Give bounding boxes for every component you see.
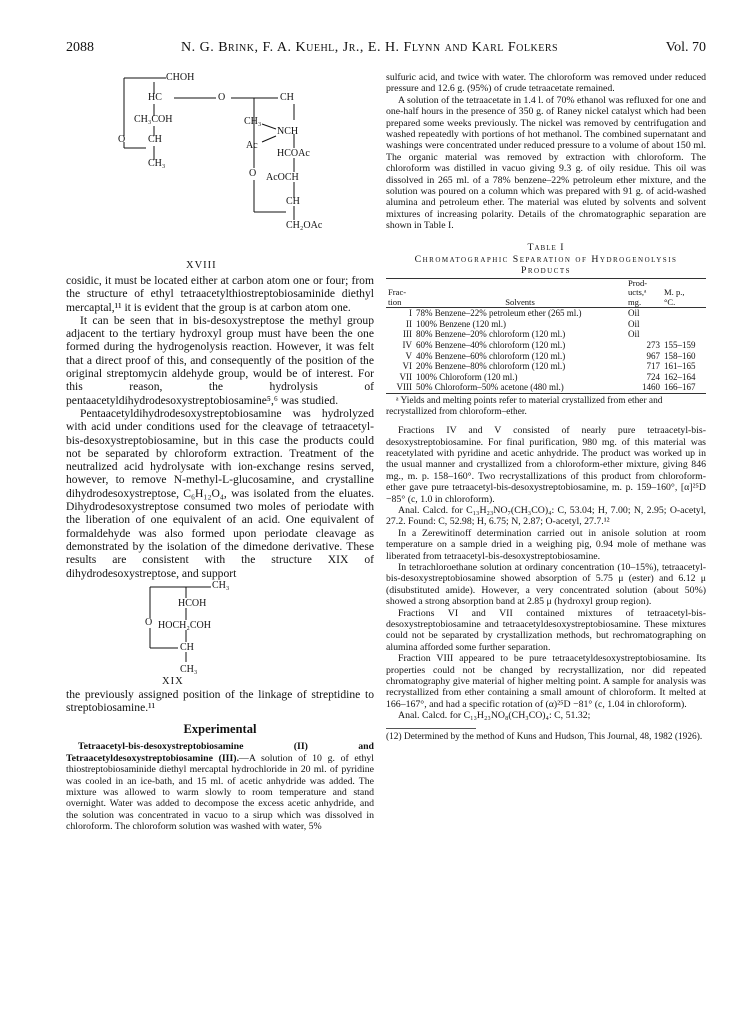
cell-fraction: VIII xyxy=(396,382,412,393)
right-para-6: In tetrachloroethane solution at ordinary concentration (10–15%), tetraacetyl-bis-desoxystreptobiosamine showed absorption of 5.75 μ (ester) and 6.12 μ (disubstituted amide). However, a very concentrated solution (about 50%) showed a strong absorption band at 2.85 μ (hydroxyl group region). xyxy=(386,562,706,608)
table-label: Table I xyxy=(527,241,565,253)
xix-hcoh: HCOH xyxy=(178,597,207,609)
table-row xyxy=(386,329,706,340)
cell-products: 724 xyxy=(646,371,660,382)
table-row xyxy=(386,340,706,351)
cell-products: Oil xyxy=(628,308,640,319)
cell-fraction: I xyxy=(409,308,412,319)
atom-ch3ccoh: CH₃COH xyxy=(134,114,173,125)
footnote-rule xyxy=(386,728,476,729)
cell-products: Oil xyxy=(628,329,640,340)
cell-solvent: 78% Benzene–22% petroleum ether (265 ml.) xyxy=(416,308,582,319)
cell-mp: 155–159 xyxy=(664,339,696,350)
col-products: Prod- ucts,ᵃ mg. xyxy=(628,277,648,307)
atom-ac: Ac xyxy=(246,140,258,151)
structure-xix xyxy=(66,580,374,688)
col-solvents: Solvents xyxy=(505,296,535,307)
page-header xyxy=(66,40,706,58)
cell-solvent: 50% Chloroform–50% acetone (480 ml.) xyxy=(416,382,564,393)
atom-hcoac: HCOAc xyxy=(277,148,310,159)
cell-fraction: IV xyxy=(402,339,412,350)
cell-fraction: VI xyxy=(402,361,412,372)
xix-o: O xyxy=(145,616,153,628)
cell-mp xyxy=(662,308,706,319)
right-para-8: Fraction VIII appeared to be pure tetraacetyldesoxystreptobiosamine. Its properties could not be changed by recrystallization, nor did repeated chromatography give material of higher melting point. A sample for analysis was recrystallized from ether containing a small amount of chloroform. It melted at 166–167°, and had a specific rotation of (α)²⁵D −81° (c, 1.04 in chloroform). xyxy=(386,653,706,710)
cell-products: 1460 xyxy=(642,382,660,393)
table-header-row xyxy=(386,278,706,308)
right-para-3: Fractions IV and V consisted of nearly pure tetraacetyl-bis-desoxystreptobiosamine. For final purification, 980 mg. of this material was reacetylated with pyridine and acetic anhydride. The product was worked up in the usual manner and crystallized from a chloroform-ether mixture, giving 846 mg., m. p. 158–160°. Two recrystallizations of this product from chloroform-ether gave pure tetraacetyl-bis-desoxystreptobiosamine, m. p. 159–160°, [α]²⁵D −85° (c, 1.0 in chloroform). xyxy=(386,425,706,505)
experimental-para xyxy=(66,741,374,832)
cell-solvent: 100% Benzene (120 ml.) xyxy=(416,318,506,329)
table-row xyxy=(386,372,706,383)
right-para-1: sulfuric acid, and twice with water. The chloroform was removed under reduced pressure and 12.6 g. (95%) of crude tetraacetate remained. xyxy=(386,72,706,95)
atom-o-mid: O xyxy=(249,168,257,179)
table-row xyxy=(386,319,706,330)
cell-products: Oil xyxy=(628,318,640,329)
cell-solvent: 80% Benzene–20% chloroform (120 ml.) xyxy=(416,329,566,340)
xix-ch: CH xyxy=(180,641,194,653)
cell-products: 967 xyxy=(646,350,660,361)
right-para-2: A solution of the tetraacetate in 1.4 l. of 70% ethanol was refluxed for one and one-half hours in the presence of 350 g. of Raney nickel catalyst which had been prepared some weeks previously. The nickel was removed by centrifugation and washed repeatedly with portions of hot methanol. The combined supernatant and washings were concentrated under reduced pressure to a volume of about 150 ml. The organic material was removed by extraction with chloroform. The chloroform was distilled in vacuo giving 9.3 g. of oily residue. This oil was dissolved in 265 ml. of a 78% benzene–22% petroleum ether mixture, and the solution was poured on a column which was prepared with 91 g. of acid-washed alumina and petroleum ether. The material was eluted by solvents and solvent mixtures of increasing polarity. Details of the chromatographic separation are shown in Table I. xyxy=(386,94,706,232)
cell-mp xyxy=(662,329,706,340)
left-para-2: It can be seen that in bis-desoxystreptose the methyl group adjacent to the tertiary hydroxyl group must have been the one formed during the hydrogenolysis reaction. However, it was felt that a direct proof of this, and consequently of the position of the original streptomycin aldehyde group, would be of interest. For this reason, the hydrolysis of pentaacetyldihydrodesoxystreptobiosamine⁵,⁶ was studied. xyxy=(66,313,374,407)
table-title: Chromatographic Separation of Hydrogenolysis xyxy=(414,253,678,265)
atom-ch2oac: CH₂OAc xyxy=(286,220,323,231)
right-column xyxy=(386,72,706,742)
left-para-4: the previously assigned position of the linkage of streptidine to streptobiosamine.¹¹ xyxy=(66,687,374,715)
atom-ch3n: CH₃ xyxy=(244,116,262,127)
atom-chohv: CHOH xyxy=(166,72,195,83)
table-row xyxy=(386,308,706,319)
left-para-1: cosidic, it must be located either at carbon atom one or four; from the structure of ethyl tetraacetylthiostreptobiosaminide diethyl mercaptal,¹¹ it is evident that the group is at carbon atom one. xyxy=(66,274,374,314)
right-para-7: Fractions VI and VII contained mixtures of tetraacetyl-bis-desoxystreptobiosamine and tetraacetyldesoxystreptobiosamine. These mixtures could not be separated by crystallization methods, but rechromatographing on alumina afforded some further separation. xyxy=(386,607,706,653)
chromatography-table xyxy=(386,278,706,394)
cell-mp: 166–167 xyxy=(664,382,696,393)
cell-products: 273 xyxy=(646,339,660,350)
atom-hc: HC xyxy=(148,92,162,103)
volume-label: Vol. 70 xyxy=(665,40,706,55)
cell-mp xyxy=(662,319,706,330)
cell-solvent: 20% Benzene–80% chloroform (120 ml.) xyxy=(416,361,566,372)
table-title-2: Products xyxy=(520,264,572,276)
cell-fraction: VII xyxy=(399,371,412,382)
structure-label-xviii: XVIII xyxy=(186,260,217,271)
xix-ch3-top: CH₃ xyxy=(212,579,230,591)
atom-acoch: AcOCH xyxy=(266,172,299,183)
table-row xyxy=(386,351,706,362)
footnote-12: (12) Determined by the method of Kuns and Hudson, This Journal, 48, 1982 (1926). xyxy=(386,731,703,742)
table-row xyxy=(386,382,706,393)
atom-o-bridge: O xyxy=(218,92,226,103)
atom-ch-left: CH xyxy=(148,134,162,145)
atom-ch-lower: CH xyxy=(286,196,300,207)
right-para-4: Anal. Calcd. for C₁₃H₂₃NO₇(CH₃CO)₄: C, 53.04; H, 7.00; N, 2.95; O-acetyl, 27.2. Found: C, 52.98; H, 6.75; N, 2.87; O-acetyl, 27.7.¹² xyxy=(386,504,706,528)
cell-products: 717 xyxy=(646,361,660,372)
cell-solvent: 60% Benzene–40% chloroform (120 ml.) xyxy=(416,339,566,350)
running-authors: N. G. Brink, F. A. Kuehl, Jr., E. H. Flynn and Karl Folkers xyxy=(181,40,559,55)
structure-xix-bonds xyxy=(66,580,374,688)
cell-mp: 161–165 xyxy=(664,361,696,372)
left-column xyxy=(66,72,374,833)
page-number: 2088 xyxy=(66,40,94,55)
cell-solvent: 40% Benzene–60% chloroform (120 ml.) xyxy=(416,350,566,361)
right-para-9: Anal. Calcd. for C₁₃H₂₃NO₈(CH₃CO)₄: C, 51.32; xyxy=(398,710,591,722)
xix-hoch2coh: HOCH₂COH xyxy=(158,619,211,631)
left-para-3: Pentaacetyldihydrodesoxystreptobiosamine was hydrolyzed with acid under conditions used for the cleavage of tetraacetyl-bis-desoxystreptobiosamine, but in this case the products could not be separated by chloroform extraction. Treatment of the neutralized acid hydrolysate with ion-exchange resins served, however, to remove N-methyl-L-glucosamine, and crystalline dihydrodesoxystreptose, C₆H₁₂O₄, was isolated from the eluates. Dihydrodesoxystreptose consumed two moles of periodate with the liberation of one equivalent of an acid. One equivalent of formaldehyde was also formed upon periodate cleavage as demonstrated by the isolation of the dimedone derivative. These results are consistent with the structure XIX of dihydrodesoxystreptose, and support xyxy=(66,406,374,580)
xix-ch3: CH₃ xyxy=(180,663,198,675)
cell-fraction: III xyxy=(403,329,412,340)
experimental-heading: Experimental xyxy=(183,722,257,737)
atom-o-left: O xyxy=(118,134,126,145)
atom-nch: NCH xyxy=(277,126,299,137)
cell-mp: 162–164 xyxy=(664,371,696,382)
cell-fraction: II xyxy=(406,318,412,329)
experimental-text: —A solution of 10 g. of ethyl thiostreptobiosaminide diethyl mercaptal hydrochloride in 20 ml. of pyridine was cooled in an ice-bath, and 15 ml. of acetic anhydride was added. The mixture was allowed to warm slowly to room temperature and stand overnight. Water was added to decompose the excess acetic anhydride, and the solution was concentrated in vacuo to a sirup which was dissolved in chloroform. The chloroform solution was washed with water, 5% xyxy=(66,752,374,833)
col-mp: M. p., °C. xyxy=(664,287,685,307)
atom-ch3-bottom: CH₃ xyxy=(148,158,166,169)
cell-mp: 158–160 xyxy=(664,350,696,361)
atom-ch-right: CH xyxy=(280,92,294,103)
table-footnote: ᵃ Yields and melting points refer to material crystallized from ether and recrystallized from chloroform–ether. xyxy=(386,395,663,417)
cell-fraction: V xyxy=(405,350,412,361)
structure-label-xix: XIX xyxy=(162,675,184,687)
experimental-lead: Tetraacetyl-bis-desoxystreptobiosamine (II) and Tetraacetyldesoxystreptobiosamine (III). xyxy=(66,741,374,764)
col-fraction: Frac- tion xyxy=(388,287,407,307)
table-row xyxy=(386,361,706,372)
right-para-5: In a Zerewitinoff determination carried out in anisole solution at room temperature on a sample dried in a weighing pig, 0.94 mole of methane was liberated from tetraacetyl-bis-desoxystreptobiosamine. xyxy=(386,527,706,562)
cell-solvent: 100% Chloroform (120 ml.) xyxy=(416,371,518,382)
structure-xviii xyxy=(66,72,374,274)
